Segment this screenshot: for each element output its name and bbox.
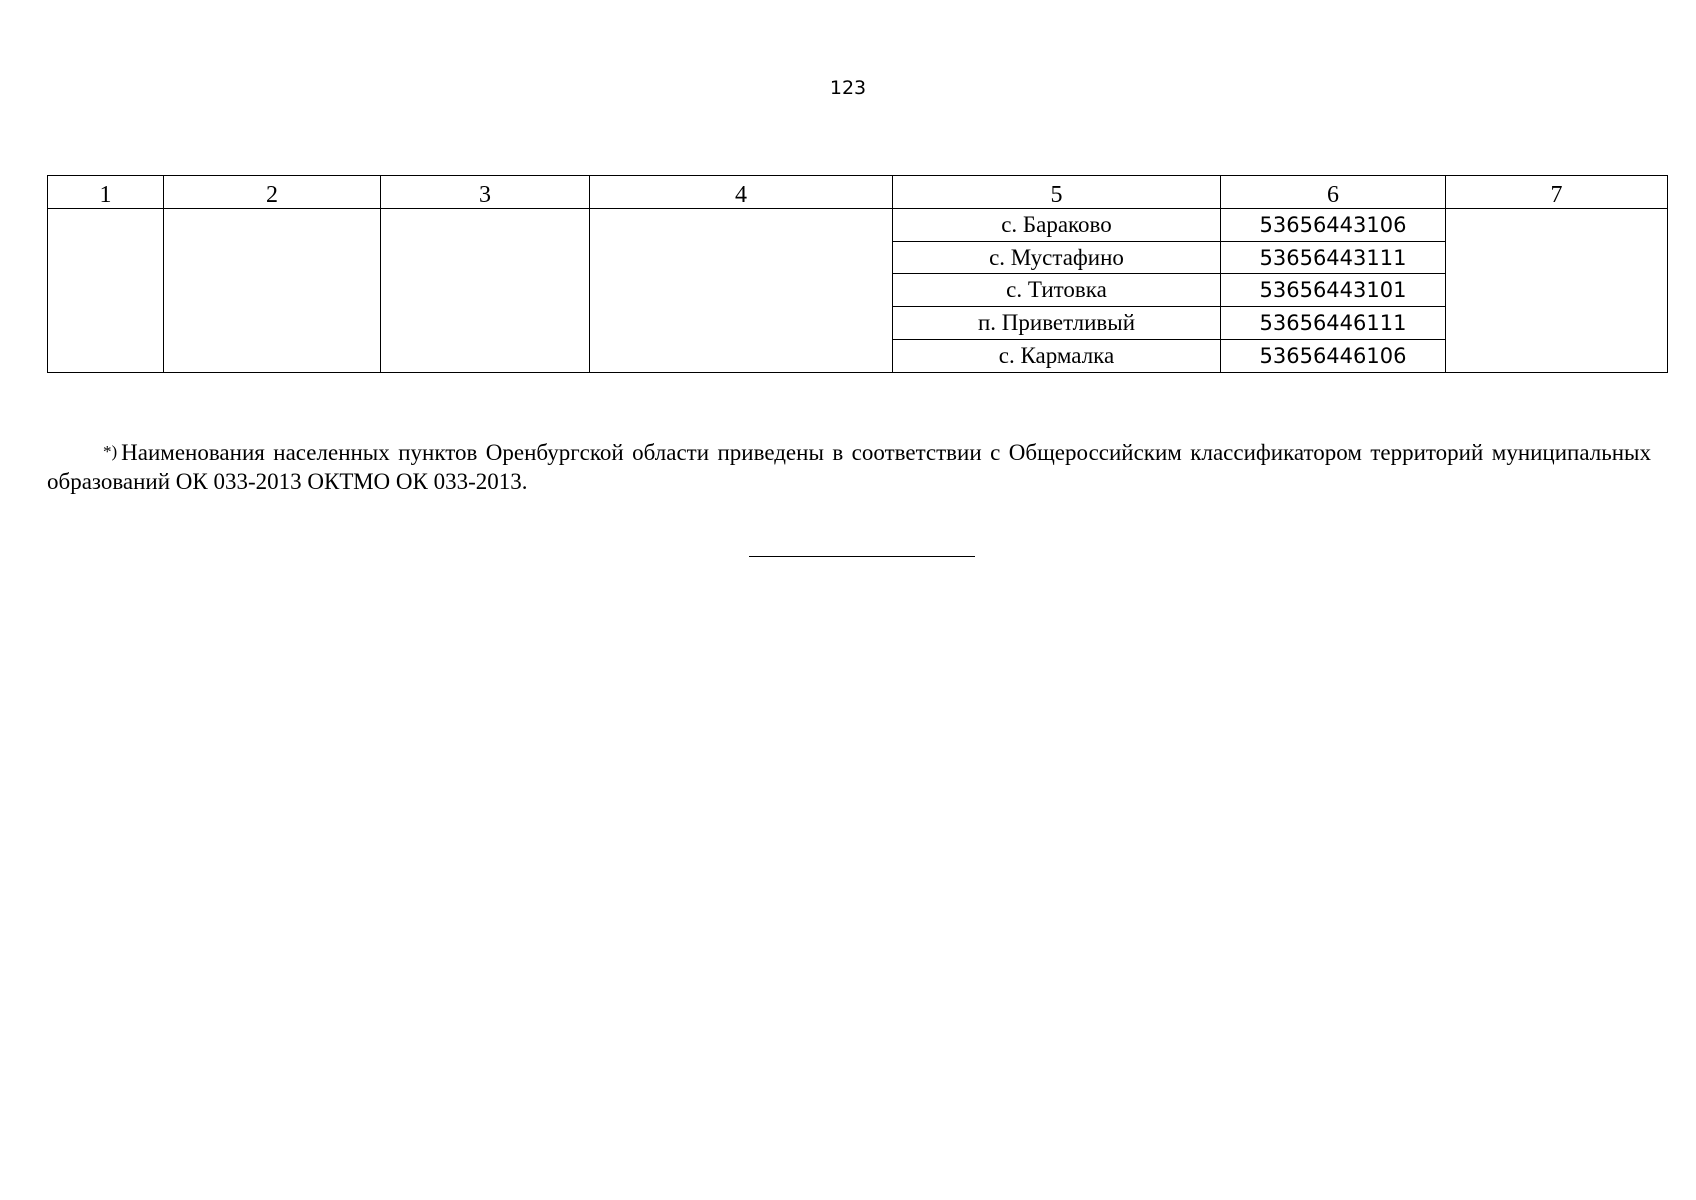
empty-cell-col-7 [1446,208,1668,372]
empty-cell-col-4 [590,208,893,372]
settlements-table [47,175,1668,373]
oktmo-code: 53656443106 [1221,208,1446,241]
footnote [47,437,1651,496]
column-header: 1 [48,176,164,209]
empty-cell-col-3 [381,208,590,372]
column-header: 2 [164,176,381,209]
oktmo-code: 53656443101 [1221,274,1446,307]
column-header: 6 [1221,176,1446,209]
settlement-name: п. Приветливый [893,307,1221,340]
end-separator-line [749,556,975,557]
empty-cell-col-1 [48,208,164,372]
oktmo-code: 53656443111 [1221,241,1446,274]
settlement-name: с. Кармалка [893,340,1221,373]
column-header: 4 [590,176,893,209]
table-row [48,208,1668,241]
page-number: 123 [829,77,867,99]
table-header-row [48,176,1668,209]
column-header: 7 [1446,176,1668,209]
oktmo-code: 53656446111 [1221,307,1446,340]
oktmo-code: 53656446106 [1221,340,1446,373]
empty-cell-col-2 [164,208,381,372]
settlement-name: с. Бараково [893,208,1221,241]
column-header: 5 [893,176,1221,209]
settlement-name: с. Мустафино [893,241,1221,274]
footnote-text: Наименования населенных пунктов Оренбургской области приведены в соответствии с Общероссийским классификатором территорий муниципальных образований ОК 033-2013 ОКТМО ОК 033-2013. [47,440,1651,494]
footnote-mark: *) [103,442,118,461]
column-header: 3 [381,176,590,209]
settlement-name: с. Титовка [893,274,1221,307]
